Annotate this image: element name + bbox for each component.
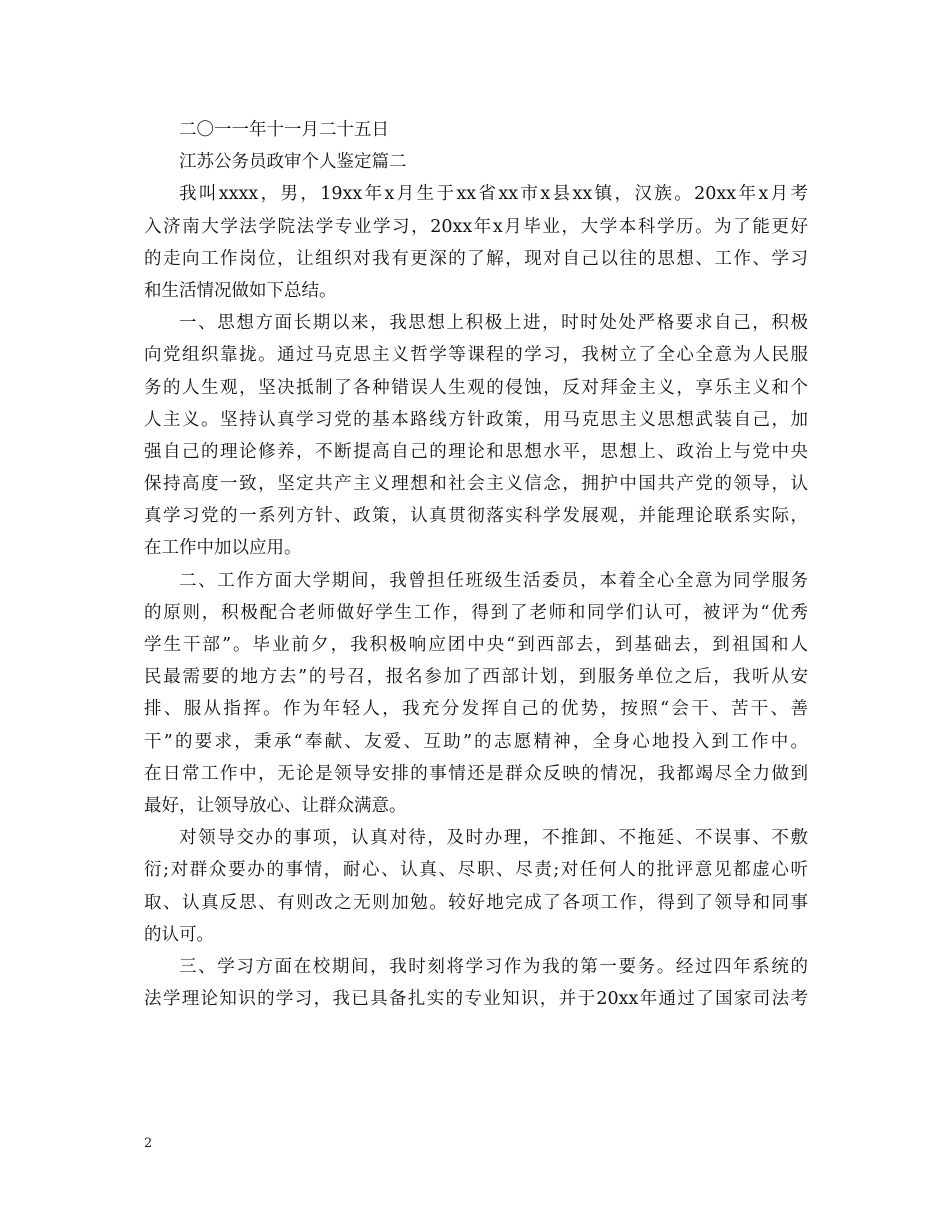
text-line: 入济南大学法学院法学专业学习，20xx年x月毕业，大学本科学历。为了能更好 bbox=[144, 216, 808, 237]
text-line: 在日常工作中，无论是领导安排的事情还是群众反映的情况，我都竭尽全力做到 bbox=[144, 763, 808, 784]
text-line: 最好，让领导放心、让群众满意。 bbox=[144, 795, 407, 816]
text-line: 务的人生观，坚决抵制了各种错误人生观的侵蚀，反对拜金主义，享乐主义和个 bbox=[144, 377, 808, 398]
document-body bbox=[144, 114, 808, 1015]
text-line: 取、认真反思、有则改之无则加勉。较好地完成了各项工作，得到了领导和同事 bbox=[144, 892, 808, 913]
page-number: 2 bbox=[144, 1136, 153, 1151]
text-line: 排、服从指挥。作为年轻人，我充分发挥自己的优势，按照“会干、苦干、善 bbox=[144, 699, 808, 720]
text-line: 强自己的理论修养，不断提高自己的理论和思想水平，思想上、政治上与党中央 bbox=[144, 441, 808, 462]
text-line: 在工作中加以应用。 bbox=[144, 538, 302, 559]
text-line: 衍;对群众要办的事情，耐心、认真、尽职、尽责;对任何人的批评意见都虚心听 bbox=[144, 860, 808, 881]
text-line: 和生活情况做如下总结。 bbox=[144, 280, 337, 301]
date-line: 二〇一一年十一月二十五日 bbox=[179, 120, 389, 140]
text-line: 民最需要的地方去”的号召，报名参加了西部计划，到服务单位之后，我听从安 bbox=[144, 667, 808, 688]
section-title: 江苏公务员政审个人鉴定篇二 bbox=[179, 152, 407, 173]
text-line: 的原则，积极配合老师做好学生工作，得到了老师和同学们认可，被评为“优秀 bbox=[144, 602, 808, 623]
text-line: 保持高度一致，坚定共产主义理想和社会主义信念，拥护中国共产党的领导，认 bbox=[144, 474, 808, 495]
text-line: 人主义。坚持认真学习党的基本路线方针政策，用马克思主义思想武装自己，加 bbox=[144, 409, 808, 430]
text-line: 干”的要求，秉承“奉献、友爱、互助”的志愿精神，全身心地投入到工作中。 bbox=[144, 731, 808, 752]
text-line: 向党组织靠拢。通过马克思主义哲学等课程的学习，我树立了全心全意为人民服 bbox=[144, 345, 808, 366]
text-line: 的认可。 bbox=[144, 924, 214, 945]
text-line: 三、学习方面在校期间，我时刻将学习作为我的第一要务。经过四年系统的 bbox=[179, 956, 808, 977]
text-line: 对领导交办的事项，认真对待，及时办理，不推卸、不拖延、不误事、不敷 bbox=[179, 828, 808, 849]
text-line: 学生干部”。毕业前夕，我积极响应团中央“到西部去，到基础去，到祖国和人 bbox=[144, 635, 808, 655]
body-text bbox=[144, 178, 808, 1015]
text-line: 我叫xxxx，男，19xx年x月生于xx省xx市x县xx镇，汉族。20xx年x月考 bbox=[179, 184, 808, 205]
text-line: 真学习党的一系列方针、政策，认真贯彻落实科学发展观，并能理论联系实际， bbox=[144, 506, 808, 527]
text-line: 法学理论知识的学习，我已具备扎实的专业知识，并于20xx年通过了国家司法考 bbox=[144, 989, 808, 1010]
text-line: 一、思想方面长期以来，我思想上积极上进，时时处处严格要求自己，积极 bbox=[179, 313, 808, 334]
text-line: 二、工作方面大学期间，我曾担任班级生活委员，本着全心全意为同学服务 bbox=[179, 570, 808, 591]
text-line: 的走向工作岗位，让组织对我有更深的了解，现对自己以往的思想、工作、学习 bbox=[144, 248, 808, 269]
